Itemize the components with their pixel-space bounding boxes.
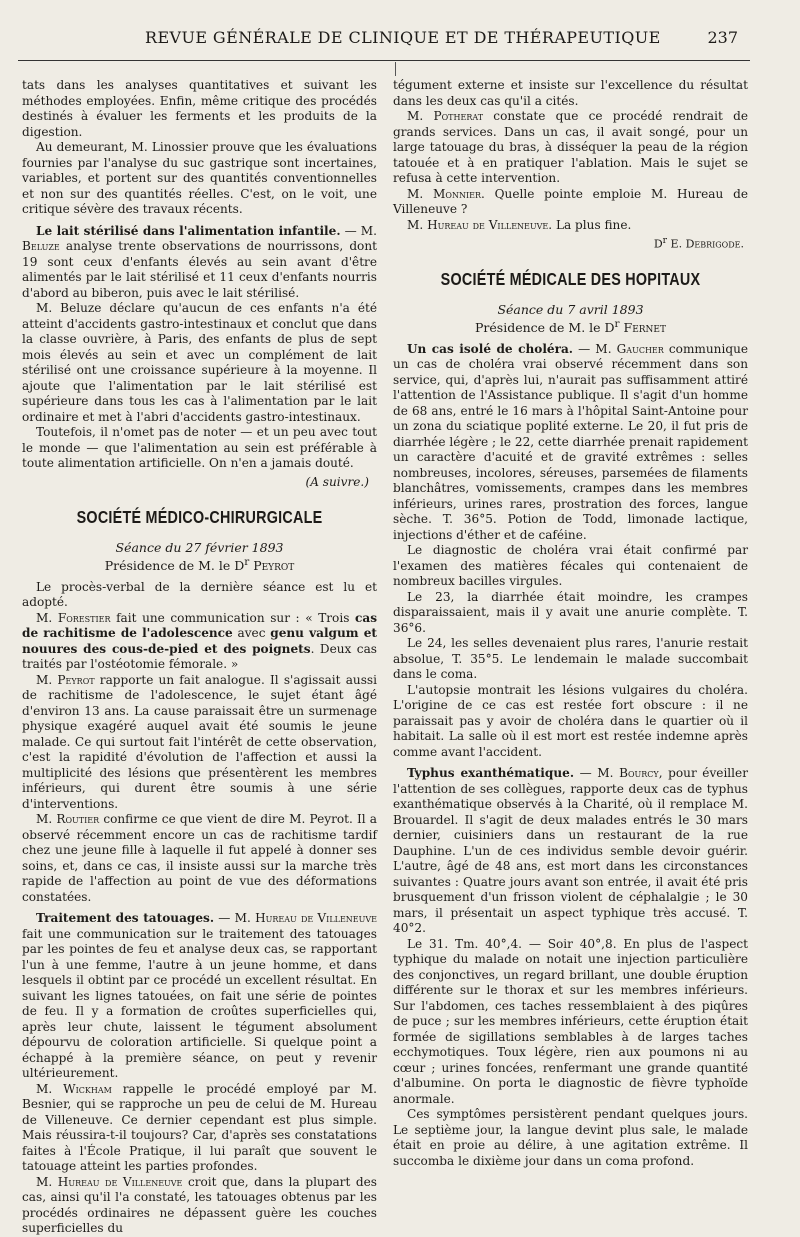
- paragraph: Au demeurant, M. Linossier prouve que les évaluations fournies par l'analyse du suc gastrique sont incertaines, variables, et portent sur des quantités conventionnelles et non sur des quantités réelles. C'est, on le voit, une critique sévère des travaux récents.: [22, 140, 377, 216]
- left-column: [22, 78, 377, 1237]
- paragraph: Le procès-verbal de la dernière séance est lu et adopté.: [22, 579, 377, 610]
- paragraph: Le 31. Tm. 40°,4. — Soir 40°,8. En plus de l'aspect typhique du malade on notait une injection particulière des conjonctives, un regard brillant, une double éruption différente sur le thorax et sur les membres inférieurs. Sur l'abdomen, ces taches ressemblaient à des piqûres de puce ; sur les membres inférieurs, cette éruption était formée de sigillations semblables à de larges taches ecchymotiques. Toux légère, rien aux poumons ni au cœur ; urines foncées, renfermant une grande quantité d'albumine. On porta le diagnostic de fièvre typhoïde anormale.: [393, 936, 748, 1106]
- paragraph: M. Wickham rappelle le procédé employé par M. Besnier, qui se rapproche un peu de celui de M. Hureau de Villeneuve. Ce dernier cependant est plus simple. Mais réussira-t-il toujours? Car, d'après ses constatations faites à l'École Pratique, il lui paraît que souvent le tatouage atteint les parties profondes.: [22, 1081, 377, 1174]
- paragraph: Le lait stérilisé dans l'alimentation infantile. — M. Beluze analyse trente observations de nourrissons, dont 19 sont ceux d'enfants élevés au sein avant d'être alimentés par le lait stérilisé et 11 ceux d'enfants nourris d'abord au biberon, puis avec le lait stérilisé.: [22, 223, 378, 300]
- paragraph: M. Peyrot rapporte un fait analogue. Il s'agissait aussi de rachitisme de l'adolescence, le sujet étant âgé d'environ 13 ans. La cause paraissait être un surmenage physique exagéré auquel avait été soumis le jeune malade. Ce qui surtout fait l'intérêt de cette observation, c'est la rapidité d'évolution de l'affection et aussi la multiplicité des lésions que présentèrent les membres inférieurs, qui durent être soumis à une série d'interventions.: [22, 672, 377, 811]
- column-divider: [395, 62, 396, 76]
- paragraph: M. Potherat constate que ce procédé rendrait de grands services. Dans un cas, il avait songé, pour un large tatouage du bras, à disséquer la peau de la région tatouée et à en pratiquer l'ablation. Mais le sujet se refusa à cette intervention.: [393, 109, 748, 185]
- author-name: Peyrot: [57, 672, 95, 687]
- author-name: Forestier: [57, 610, 111, 625]
- paragraph: Toutefois, il n'omet pas de noter — et un peu avec tout le monde — que l'alimentation au sein est préférable à toute alimentation artificielle. On n'en a jamais douté.: [22, 425, 377, 470]
- author-name: Beluze: [22, 239, 60, 253]
- paragraph: Ces symptômes persistèrent pendant quelques jours. Le septième jour, la langue devint plus sale, le malade était en proie au délire, à une agitation extrême. Il succomba le dixième jour dans un coma profond.: [393, 1107, 748, 1168]
- right-column: [393, 78, 748, 1169]
- author-name: Potherat: [433, 109, 484, 123]
- journal-title: REVUE GÉNÉRALE DE CLINIQUE ET DE THÉRAPEUTIQUE: [145, 28, 661, 47]
- author-name: Routier: [56, 812, 100, 827]
- paragraph: Typhus exanthématique. — M. Bourcy, pour éveiller l'attention de ses collègues, rapporte deux cas de typhus exanthématique observés à la Charité, où il remplace M. Brouardel. Il s'agit de deux malades entrés le 30 mars dernier, cuisiniers dans un restaurant de la rue Dauphine. L'un de ces individus semble devoir guérir. L'autre, âgé de 48 ans, est mort dans les circonstances suivantes : Quatre jours avant son entrée, il avait été pris brusquement d'un frisson violent de céphalalgie ; le 30 mars, il présentait un aspect typhique très accusé. T. 40°2.: [393, 766, 748, 936]
- page-number: 237: [707, 28, 738, 47]
- paragraph: M. Beluze déclare qu'aucun de ces enfants n'a été atteint d'accidents gastro-intestinaux et conclut que dans la classe ouvrière, à Paris, des enfants de plus de sept mois élevés au sein et avec un complément de lait stérilisé ont une croissance supérieure à la moyenne. Il ajoute que l'alimentation par le lait stérilisé est supérieure dans tous les cas à l'alimentation par le lait ordinaire et met à l'abri d'accidents gastro-intestinaux.: [22, 301, 377, 424]
- paragraph: Le diagnostic de choléra vrai était confirmé par l'examen des matières fécales qui contenaient de nombreux bacilles virgules.: [393, 543, 748, 589]
- paragraph: tégument externe et insiste sur l'excellence du résultat dans les deux cas qu'il a cités.: [393, 78, 748, 108]
- paragraph: M. Hureau de Villeneuve. La plus fine.: [407, 217, 632, 232]
- author-name: Hureau de Villeneuve: [255, 911, 377, 926]
- header-rule: [18, 60, 750, 61]
- author-name: Hureau de Villeneuve: [57, 1174, 183, 1189]
- section-heading: Le lait stérilisé dans l'alimentation infantile.: [36, 223, 341, 238]
- society-heading: SOCIÉTÉ MÉDICO-CHIRURGICALE: [76, 507, 323, 527]
- author-name: Monnier: [433, 186, 481, 201]
- paragraph: L'autopsie montrait les lésions vulgaires du choléra. L'origine de ce cas est restée fort obscure : il ne paraissait pas y avoir de choléra dans le quartier où il habitait. La salle où il est mort est restée indemne après comme avant l'accident.: [393, 682, 748, 759]
- section-heading: Un cas isolé de choléra.: [407, 341, 574, 356]
- session-date: Séance du 27 février 1893: [115, 539, 284, 555]
- presidency-line: Présidence de M. le $D^r$ Peyrot: [104, 556, 295, 574]
- presidency-line: Présidence de M. le $D^r$ Fernet: [475, 318, 666, 336]
- author-name: Hureau de Villeneuve: [427, 217, 549, 232]
- author-name: Wickham: [63, 1081, 112, 1096]
- paragraph: Traitement des tatouages. — M. Hureau de Villeneuve fait une communication sur le traitement des tatouages par les pointes de feu et analyse deux cas, se rapportant l'un à une femme, l'autre à un jeune homme, et dans lesquels il obtint par ce procédé un excellent résultat. En suivant les lignes tatouées, on fait une série de pointes de feu. Il y a formation de croûtes superficielles qui, après leur chute, laissent le tégument absolument dépourvu de coloration artificielle. Si quelque point a échappé à la première séance, on peut y revenir ultérieurement.: [22, 911, 377, 1081]
- signature: $D^r$ E. Debrigode.: [653, 235, 744, 251]
- paragraph: tats dans les analyses quantitatives et suivant les méthodes employées. Enfin, même critique des procédés destinés à évaluer les ferments et les produits de la digestion.: [22, 78, 377, 139]
- paragraph: M. Routier confirme ce que vient de dire M. Peyrot. Il a observé récemment encore un cas de rachitisme tardif chez une jeune fille à laquelle il fut appelé à donner ses soins, et, dans ce cas, il insiste aussi sur la marche très rapide de l'affection au point de vue des déformations constatées.: [22, 812, 378, 904]
- paragraph: M. Monnier. Quelle pointe emploie M. Hureau de Villeneuve ?: [393, 186, 748, 216]
- section-heading: Traitement des tatouages.: [36, 911, 215, 926]
- continuation-note: (A suivre.): [305, 474, 369, 489]
- author-name: Gaucher: [616, 341, 664, 356]
- session-date: Séance du 7 avril 1893: [497, 301, 644, 317]
- society-heading: SOCIÉTÉ MÉDICALE DES HOPITAUX: [440, 269, 701, 290]
- paragraph: Le 23, la diarrhée était moindre, les crampes disparaissaient, mais il y avait une anurie complète. T. 36°6.: [393, 589, 748, 635]
- paragraph: Un cas isolé de choléra. — M. Gaucher communique un cas de choléra vrai observé récemment dans son service, qui, d'après lui, n'aurait pas suffisamment attiré l'attention de l'Assistance publique. Il s'agit d'un homme de 68 ans, entré le 16 mars à l'hôpital Saint-Antoine pour un zona du sciatique poplité externe. Le 20, il fut pris de diarrhée légère ; le 22, cette diarrhée prenait rapidement un caractère d'acuité et de gravité extrêmes : selles nombreuses, incolores, séreuses, parsemées de filaments blanchâtres, vomissements, crampes dans les membres inférieurs, urines rares, prostration des forces, langue sèche. T. 36°5. Potion de Todd, limonade lactique, injections d'éther et de caféine.: [393, 341, 749, 542]
- section-heading: Typhus exanthématique.: [407, 766, 575, 781]
- author-name: Bourcy: [619, 766, 659, 781]
- running-header: [0, 28, 800, 52]
- paragraph: M. Forestier fait une communication sur : « Trois cas de rachitisme de l'adolescence avec genu valgum et nouures des cous-de-pied et des poignets. Deux cas traités par l'ostéotomie fémorale. »: [22, 610, 378, 672]
- paragraph: Le 24, les selles devenaient plus rares, l'anurie restait absolue, T. 35°5. Le lendemain le malade succombait dans le coma.: [393, 636, 748, 682]
- paragraph: M. Hureau de Villeneuve croit que, dans la plupart des cas, ainsi qu'il l'a constaté, les tatouages obtenus par les procédés ordinaires ne dépassent guère les couches superficielles du: [22, 1174, 377, 1236]
